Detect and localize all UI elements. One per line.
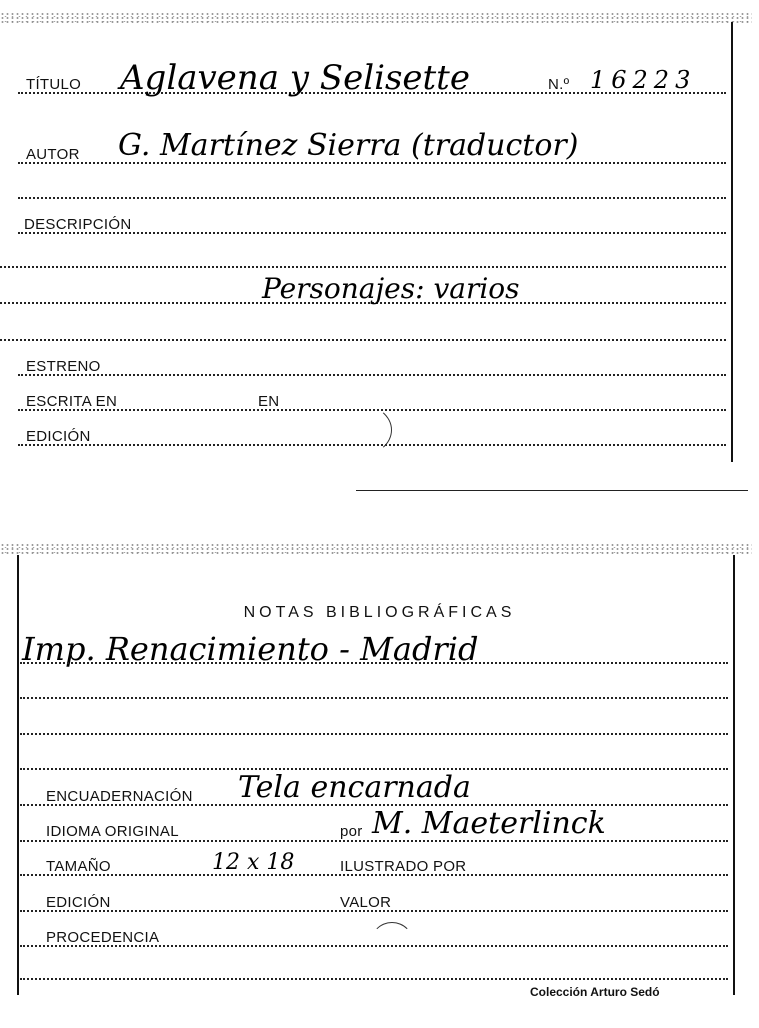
escrita-en-label: ESCRITA EN [26, 393, 118, 410]
punch-hole-mark [328, 404, 392, 456]
titulo-value: Aglavena y Selisette [120, 58, 470, 98]
edicion-label-bottom: EDICIÓN [46, 894, 111, 911]
descripcion-value: Personajes: varios [262, 272, 520, 305]
encuadernacion-value: Tela encarnada [238, 770, 471, 805]
numero-value: 16223 [590, 66, 697, 94]
por-label: por [340, 823, 363, 840]
idioma-label: IDIOMA ORIGINAL [46, 823, 179, 840]
punch-hole-mark [370, 922, 414, 966]
titulo-label: TÍTULO [26, 76, 82, 93]
notas-title: NOTAS BIBLIOGRÁFICAS [243, 604, 516, 621]
estreno-line [18, 374, 726, 376]
bottom-card-edge-texture [0, 543, 752, 555]
por-value: M. Maeterlinck [372, 806, 606, 841]
ilustrado-label: ILUSTRADO POR [340, 858, 467, 875]
valor-label: VALOR [340, 894, 392, 911]
encuadernacion-label: ENCUADERNACIÓN [46, 788, 193, 805]
rule-line [0, 266, 726, 268]
rule-line [18, 197, 726, 199]
estreno-label: ESTRENO [26, 358, 101, 375]
numero-label: N.º [548, 76, 570, 93]
autor-label: AUTOR [26, 146, 80, 163]
rule-line [20, 697, 728, 699]
en-label: EN [258, 393, 280, 410]
edicion-label: EDICIÓN [26, 428, 91, 445]
rule-line [20, 978, 728, 980]
rule-line [20, 733, 728, 735]
tamano-value: 12 x 18 [212, 850, 295, 875]
tamano-label: TAMAÑO [46, 858, 111, 875]
notas-value: Imp. Renacimiento - Madrid [22, 630, 479, 668]
descripcion-label: DESCRIPCIÓN [24, 216, 132, 233]
collection-stamp: Colección Arturo Sedó [530, 985, 660, 999]
rule-line [0, 339, 726, 341]
procedencia-label: PROCEDENCIA [46, 929, 160, 946]
card-cut-line [356, 490, 748, 491]
autor-value: G. Martínez Sierra (traductor) [118, 128, 579, 163]
notas-line [20, 662, 728, 664]
